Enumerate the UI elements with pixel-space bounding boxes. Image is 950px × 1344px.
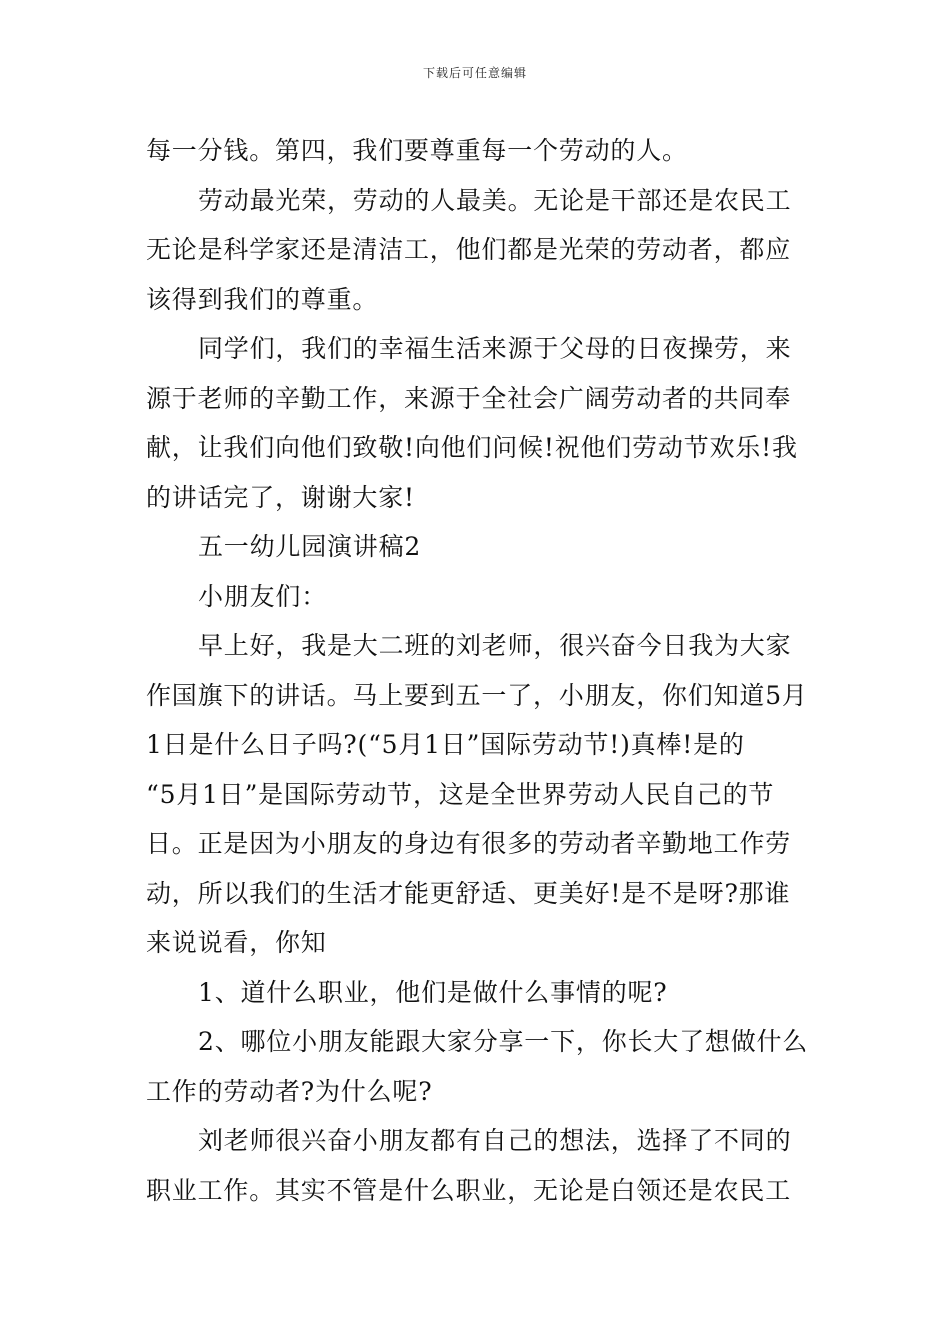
text-line: “5月1日”是国际劳动节，这是全世界劳动人民自己的节 [146, 779, 775, 809]
text-line: 动，所以我们的生活才能更舒适、更美好!是不是呀?那谁 [146, 878, 791, 908]
text-line: 工作的劳动者?为什么呢? [146, 1076, 433, 1106]
text-line: 的讲话完了，谢谢大家! [146, 482, 415, 512]
text-line: 同学们，我们的幸福生活来源于父母的日夜操劳，来 [198, 334, 792, 363]
text-line: 来说说看，你知 [146, 928, 327, 957]
text-line: 该得到我们的尊重。 [146, 284, 379, 314]
text-line: 职业工作。其实不管是什么职业，无论是白领还是农民工 [146, 1175, 792, 1205]
text-line: 1日是什么日子吗?(“5月1日”国际劳动节!)真棒!是的 [146, 730, 745, 759]
text-line: 源于老师的辛勤工作，来源于全社会广阔劳动者的共同奉 [146, 383, 792, 413]
text-line: 五一幼儿园演讲稿2 [198, 532, 422, 561]
text-line: 早上好，我是大二班的刘老师，很兴奋今日我为大家 [198, 631, 792, 660]
text-line: 献，让我们向他们致敬!向他们问候!祝他们劳动节欢乐!我 [146, 433, 798, 462]
text-line: 每一分钱。第四，我们要尊重每一个劳动的人。 [146, 136, 688, 165]
text-line: 小朋友们： [198, 581, 328, 611]
text-line: 作国旗下的讲话。马上要到五一了，小朋友，你们知道5月 [146, 680, 808, 710]
text-line: 日。正是因为小朋友的身边有很多的劳动者辛勤地工作劳 [146, 829, 792, 858]
header-note: 下载后可任意编辑 [422, 66, 527, 80]
text-line: 1、道什么职业，他们是做什么事情的呢? [198, 977, 668, 1007]
document-body [146, 126, 810, 1215]
text-line: 2、哪位小朋友能跟大家分享一下，你长大了想做什么 [198, 1027, 809, 1056]
text-line: 无论是科学家还是清洁工，他们都是光荣的劳动者，都应 [146, 235, 792, 264]
text-line: 劳动最光荣，劳动的人最美。无论是干部还是农民工 [198, 185, 792, 215]
text-line: 刘老师很兴奋小朋友都有自己的想法，选择了不同的 [198, 1126, 792, 1155]
